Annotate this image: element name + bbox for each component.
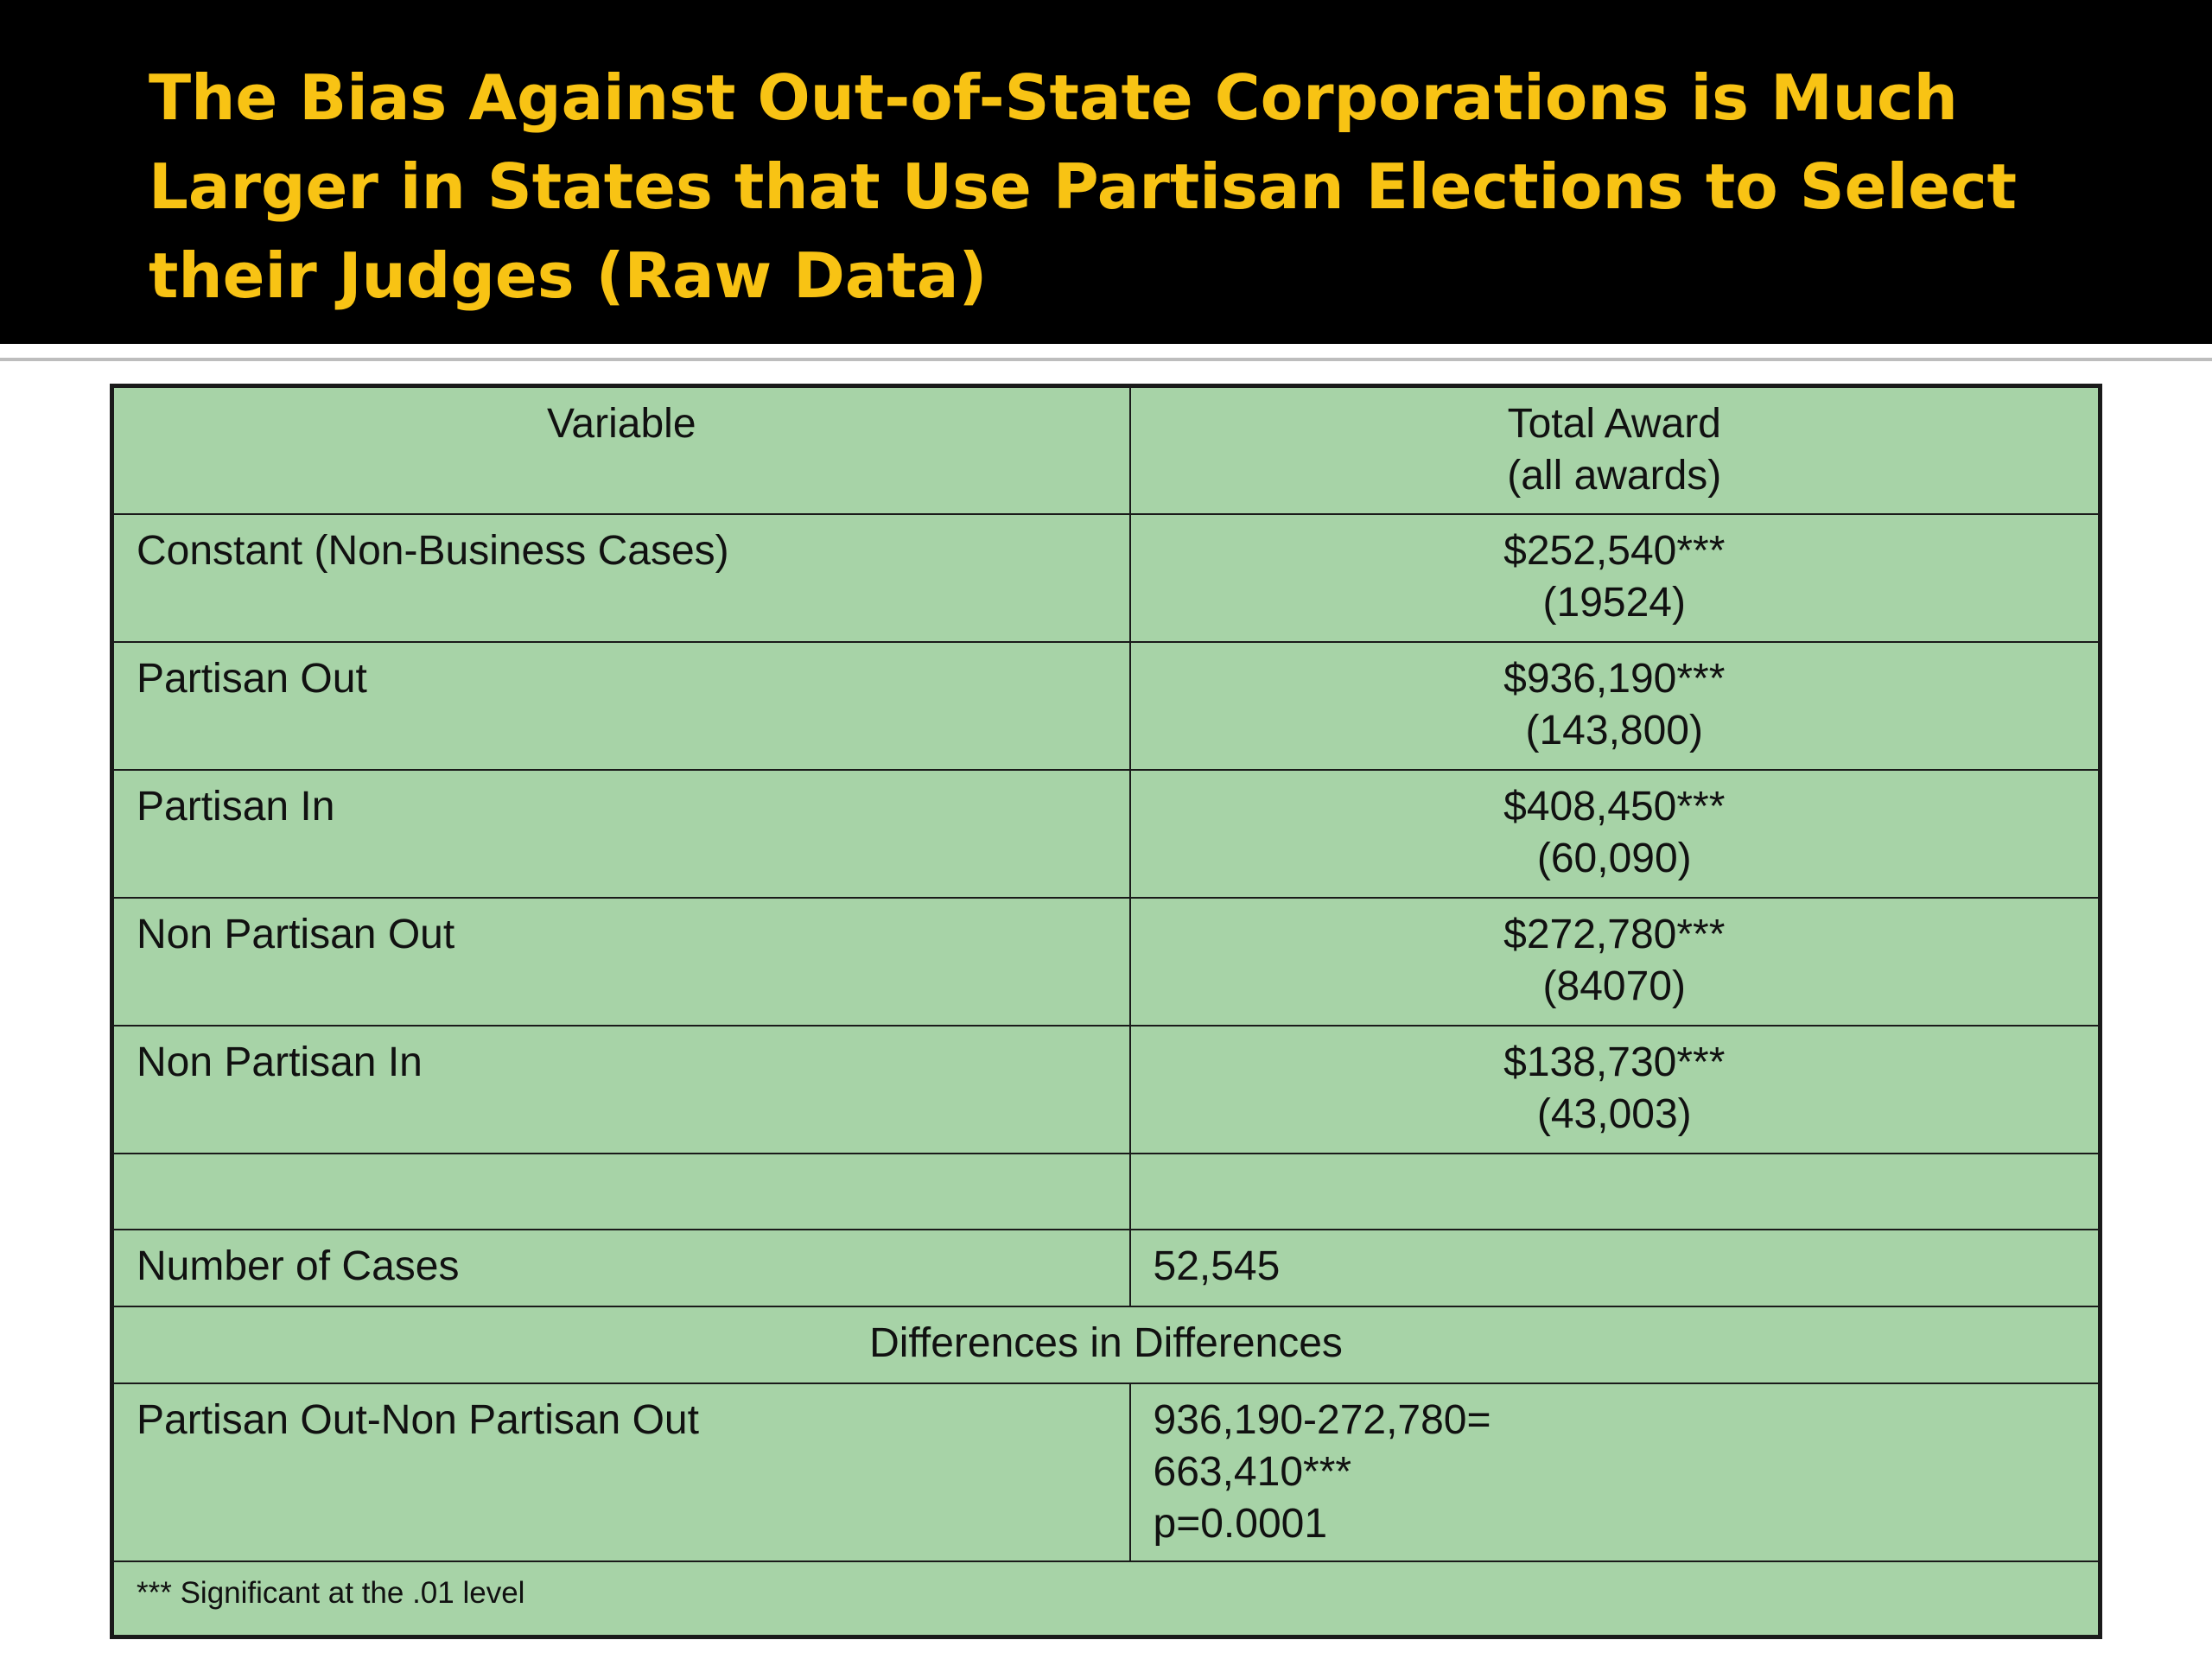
- row-value-cell: [1130, 642, 2101, 770]
- table-row: [112, 514, 2101, 642]
- difference-value-cell: [1130, 1383, 2101, 1561]
- difference-line3: p=0.0001: [1153, 1500, 1328, 1547]
- difference-line2: 663,410***: [1153, 1448, 1352, 1495]
- row-value: $252,540***: [1503, 527, 1726, 574]
- blank-row: [112, 1154, 2101, 1230]
- footnote-row: [112, 1561, 2101, 1637]
- row-value-cell: [1130, 1026, 2101, 1154]
- blank-cell: [1130, 1154, 2101, 1230]
- row-value: $408,450***: [1503, 783, 1726, 830]
- footnote: *** Significant at the .01 level: [112, 1561, 2101, 1637]
- header-award-line1: Total Award: [1507, 401, 1721, 447]
- row-standard-error: (143,800): [1525, 707, 1703, 753]
- row-label: Non Partisan Out: [112, 898, 1130, 1026]
- slide-title: The Bias Against Out-of-State Corporations is Much Larger in States that Use Partisan Elections to Select their Judges (Raw Data): [149, 61, 2018, 312]
- row-label: Constant (Non-Business Cases): [112, 514, 1130, 642]
- table-row: [112, 1026, 2101, 1154]
- header-variable: Variable: [112, 386, 1130, 514]
- table-row: [112, 642, 2101, 770]
- table-row: [112, 898, 2101, 1026]
- row-label: Partisan In: [112, 770, 1130, 898]
- row-value: $936,190***: [1503, 655, 1726, 702]
- row-value-cell: [1130, 770, 2101, 898]
- row-value: $138,730***: [1503, 1039, 1726, 1085]
- row-value-cell: [1130, 898, 2101, 1026]
- cases-label: Number of Cases: [112, 1230, 1130, 1306]
- blank-cell: [112, 1154, 1130, 1230]
- results-table: [110, 384, 2102, 1639]
- row-standard-error: (84070): [1542, 963, 1686, 1009]
- section-heading: Differences in Differences: [112, 1306, 2101, 1383]
- title-divider: [0, 358, 2212, 361]
- header-award-line2: (all awards): [1507, 453, 1722, 499]
- table-row: [112, 770, 2101, 898]
- difference-line1: 936,190-272,780=: [1153, 1396, 1491, 1443]
- row-value-cell: [1130, 514, 2101, 642]
- section-row: [112, 1306, 2101, 1383]
- row-label: Non Partisan In: [112, 1026, 1130, 1154]
- difference-label: Partisan Out-Non Partisan Out: [112, 1383, 1130, 1561]
- cases-row: [112, 1230, 2101, 1306]
- table-header-row: [112, 386, 2101, 514]
- title-bar: [0, 0, 2212, 344]
- row-standard-error: (43,003): [1536, 1090, 1692, 1137]
- difference-row: [112, 1383, 2101, 1561]
- cases-value: 52,545: [1130, 1230, 2101, 1306]
- header-total-award: [1130, 386, 2101, 514]
- row-standard-error: (19524): [1542, 579, 1686, 626]
- row-value: $272,780***: [1503, 911, 1726, 957]
- row-standard-error: (60,090): [1536, 835, 1692, 881]
- row-label: Partisan Out: [112, 642, 1130, 770]
